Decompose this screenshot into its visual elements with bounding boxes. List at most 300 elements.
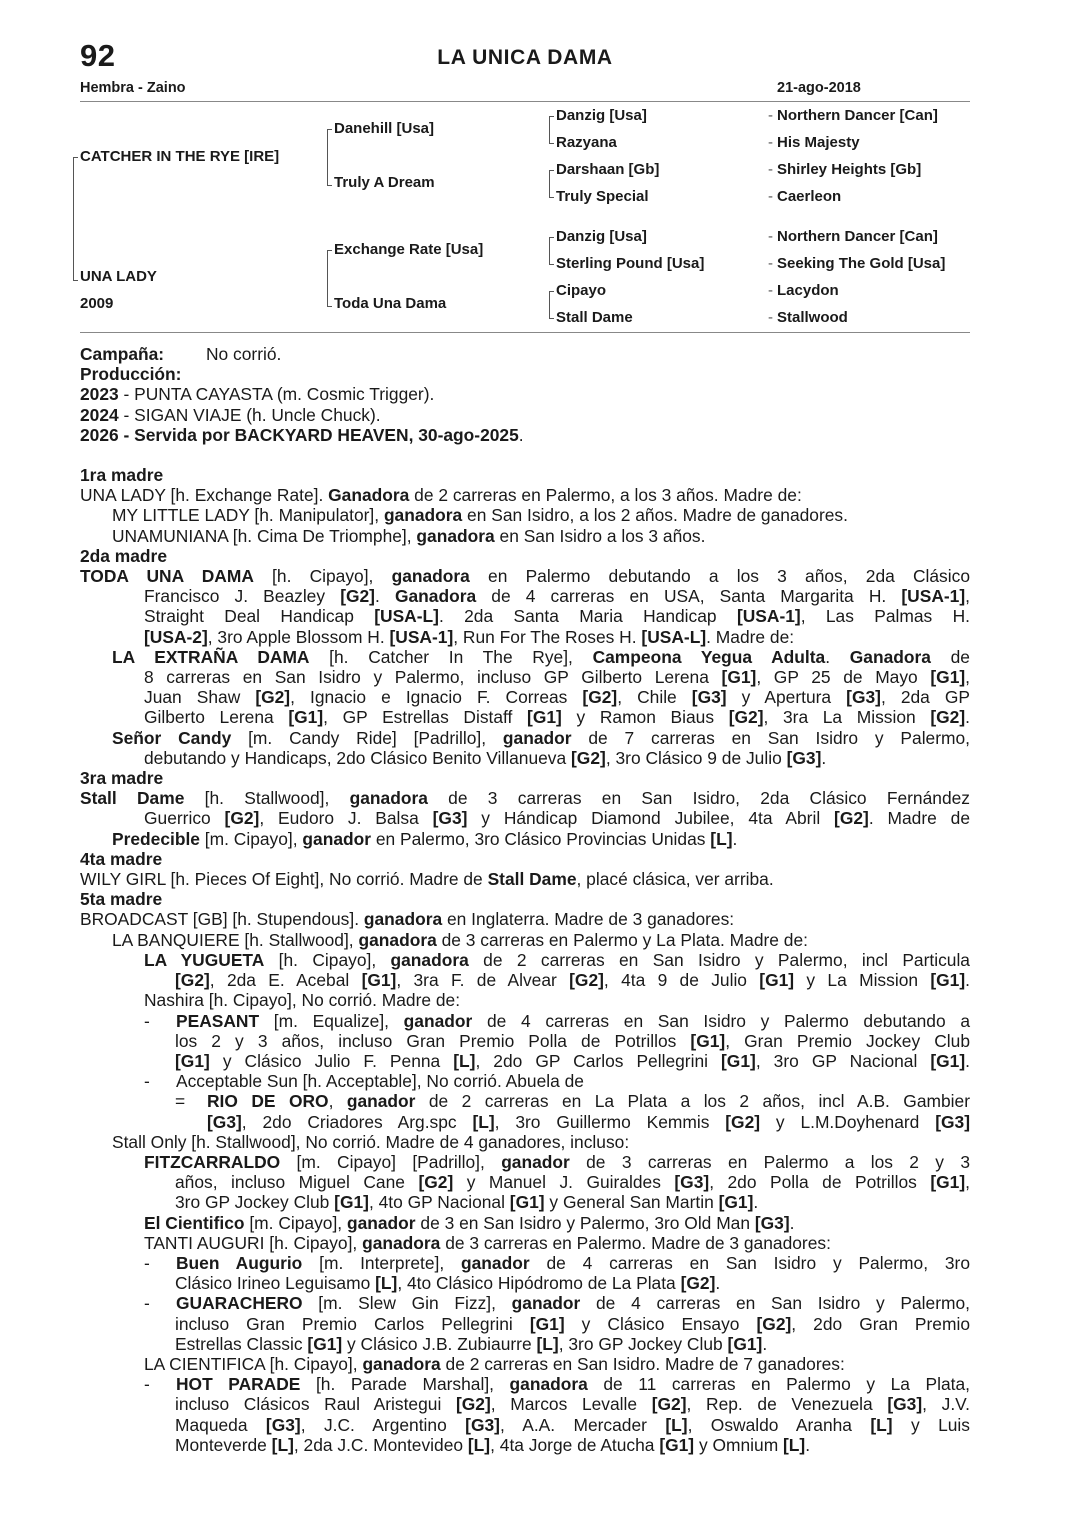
- bold-segment: [L]: [271, 1434, 294, 1455]
- bold-segment: ganadora: [363, 909, 443, 930]
- divider-top: [80, 101, 970, 102]
- bold-segment: ganadora: [362, 1353, 441, 1374]
- production-end: .: [518, 424, 524, 445]
- bracket-line: [549, 237, 554, 238]
- text-segment: Estrellas Classic: [175, 1333, 308, 1354]
- bold-segment: [USA-1]: [901, 586, 966, 607]
- third-dam: [80, 788, 970, 808]
- text-segment: .: [789, 1212, 795, 1233]
- gen4-name: Caerleon: [777, 188, 842, 205]
- dash-mark: -: [768, 255, 773, 272]
- bold-segment: [L]: [783, 1434, 806, 1455]
- bold-segment: [G3]: [846, 687, 881, 708]
- text-segment: , 4to Clásico Hipódromo de La Plata: [397, 1273, 681, 1294]
- sex-color: Hembra - Zaino: [80, 80, 186, 96]
- bracket-line: [73, 157, 78, 158]
- text-segment: de 4 carreras en USA, Santa Margarita H.: [476, 586, 902, 607]
- bold-segment: [USA-L]: [374, 606, 439, 627]
- text-segment: , 3ro Clásico 9 de Julio: [605, 747, 787, 768]
- text-segment: 8 carreras en San Isidro y Palermo, incluso GP Gilberto Lerena: [144, 667, 722, 688]
- dash-mark: -: [144, 1293, 150, 1314]
- bold-segment: [L]: [665, 1414, 688, 1435]
- grand-produce: [80, 1213, 970, 1233]
- production-entry: [80, 425, 970, 445]
- campaign-label: Campaña:: [80, 344, 165, 364]
- bold-segment: Predecible: [112, 828, 200, 849]
- text-segment: . 2da Santa Maria Handicap: [438, 606, 737, 627]
- great-grand-produce-cont: [80, 1314, 970, 1334]
- bracket-line: [549, 291, 554, 292]
- bold-segment: [USA-1]: [389, 626, 454, 647]
- bold-segment: [G1]: [175, 1050, 210, 1071]
- bold-segment: ganadora: [362, 1232, 441, 1253]
- bold-segment: [L]: [375, 1273, 398, 1294]
- gen4-name: Stallwood: [777, 309, 848, 326]
- bold-segment: [L]: [870, 1414, 893, 1435]
- bold-segment: [G1]: [930, 667, 966, 688]
- text-segment: de 3 en San Isidro y Palermo, 3ro Old Man: [415, 1212, 755, 1233]
- second-dam-produce-cont: [80, 707, 970, 727]
- bold-segment: ganador: [461, 1252, 530, 1273]
- gen4-name: Lacydon: [777, 282, 839, 299]
- bold-segment: [G1]: [718, 1192, 754, 1213]
- great-grand-produce: [80, 1293, 970, 1313]
- dash-mark: -: [768, 188, 773, 205]
- production-label: Producción:: [80, 364, 182, 385]
- bold-segment: [G1]: [659, 1434, 695, 1455]
- text-segment: en Palermo, 3ro Clásico Provincias Unidas: [371, 828, 711, 849]
- text-segment: , A.A. Mercader: [499, 1414, 666, 1435]
- bold-segment: [G1]: [721, 667, 757, 688]
- bold-segment: Ganadora: [849, 646, 931, 667]
- first-dam-produce: UNAMUNIANA [h. Cima De Triomphe], ganadora en San Isidro a los 3 años.: [112, 525, 706, 546]
- gen4-3: [768, 161, 921, 178]
- text-segment: , Gran Premio Jockey Club: [725, 1030, 970, 1051]
- text-segment: en Palermo debutando a los 3 años, 2da Clásico: [469, 566, 970, 587]
- bold-segment: [G1]: [930, 970, 966, 991]
- text-segment: , 4ta Jorge de Atucha: [490, 1434, 660, 1455]
- gen4-name: Northern Dancer [Can]: [777, 228, 938, 245]
- second-dam-cont: [80, 627, 970, 647]
- text-segment: , Run For The Roses H.: [453, 626, 642, 647]
- second-dam: [80, 566, 970, 586]
- birth-date: 21-ago-2018: [777, 80, 861, 96]
- text-segment: Maqueda: [175, 1414, 266, 1435]
- equals-mark: =: [175, 1091, 186, 1112]
- great-grand-produce-cont: [80, 1273, 970, 1293]
- text-segment: Straight Deal Handicap: [144, 606, 375, 627]
- gen4-5: [768, 228, 938, 245]
- text-segment: , GP Estrellas Distaff: [323, 707, 528, 728]
- bold-segment: Buen Augurio: [176, 1252, 303, 1273]
- bold-segment: LA EXTRAÑA DAMA: [112, 646, 310, 667]
- gen4-name: Shirley Heights [Gb]: [777, 161, 922, 178]
- bold-segment: LA YUGUETA: [144, 949, 265, 970]
- bold-segment: FITZCARRALDO: [144, 1151, 281, 1172]
- bold-segment: [G1]: [527, 707, 562, 728]
- text-segment: de 11 carreras en Palermo y La Plata,: [587, 1374, 970, 1395]
- gen3-5: Danzig [Usa]: [556, 228, 647, 245]
- campaign-line: [80, 344, 970, 364]
- bold-segment: Ganadora: [394, 586, 477, 607]
- text-segment: 3ro GP Jockey Club: [175, 1192, 335, 1213]
- bold-segment: [G1]: [930, 1050, 966, 1071]
- text-segment: [m. Cipayo] [Padrillo],: [280, 1151, 502, 1172]
- bold-segment: [G1]: [727, 1333, 763, 1354]
- bold-segment: ganador: [511, 1293, 581, 1314]
- production-text: - PUNTA CAYASTA (m. Cosmic Trigger).: [118, 384, 435, 405]
- bold-segment: [G2]: [725, 1111, 761, 1132]
- bold-segment: [G1]: [509, 1192, 545, 1213]
- bold-segment: [G3]: [887, 1394, 923, 1415]
- gen4-6: [768, 255, 945, 272]
- bold-segment: [L]: [453, 1050, 476, 1071]
- bracket-line: [549, 318, 554, 319]
- text-segment: de 7 carreras en San Isidro y Palermo,: [571, 727, 971, 748]
- section-heading-5: 5ta madre: [80, 889, 163, 910]
- bold-segment: [G2]: [455, 1394, 491, 1415]
- text-segment: , 3ra La Mission: [763, 707, 931, 728]
- bold-segment: ganador: [502, 727, 572, 748]
- gen3-3: Darshaan [Gb]: [556, 161, 660, 178]
- bold-segment: [G1]: [361, 970, 397, 991]
- text-segment: , 2do Criadores Arg.spc: [241, 1111, 473, 1132]
- gen4-name: His Majesty: [777, 134, 860, 151]
- fifth-dam: [80, 909, 970, 929]
- text-segment: [m. Equalize],: [259, 1010, 404, 1031]
- text-segment: TANTI AUGURI [h. Cipayo],: [144, 1232, 363, 1253]
- text-segment: . Madre de:: [706, 626, 795, 647]
- bold-segment: Stall Dame: [80, 788, 185, 809]
- fifth-dam-produce: [80, 930, 970, 950]
- gen3-4: Truly Special: [556, 188, 649, 205]
- text-segment: debutando y Handicaps, 2do Clásico Benito Villanueva: [144, 747, 572, 768]
- bold-segment: [USA-2]: [144, 626, 208, 647]
- bold-segment: [G2]: [756, 1313, 792, 1334]
- bold-segment: [G2]: [340, 586, 375, 607]
- text-segment: Clásico Irineo Leguisamo: [175, 1273, 376, 1294]
- bold-segment: [L]: [536, 1333, 559, 1354]
- bracket-line: [549, 143, 554, 144]
- production-text: - SIGAN VIAJE (h. Uncle Chuck).: [118, 404, 381, 425]
- text-segment: de 2 carreras en La Plata a los 2 años, incl A.B. Gambier: [415, 1091, 970, 1112]
- text-segment: .: [374, 586, 395, 607]
- text-segment: ,: [965, 1172, 970, 1193]
- grand-produce-cont: [80, 1192, 970, 1212]
- text-segment: [h. Catcher In The Rye],: [309, 646, 593, 667]
- bracket-line: [327, 185, 332, 186]
- text-segment: incluso Clásicos Raul Aristegui: [175, 1394, 456, 1415]
- text-segment: LA CIENTIFICA [h. Cipayo],: [144, 1353, 363, 1374]
- catalog-body: [80, 344, 970, 1455]
- text-segment: y Hándicap Diamond Jubilee, 4ta Abril: [467, 808, 835, 829]
- text-segment: y Ramon Biaus: [561, 707, 729, 728]
- text-segment: y Luis: [892, 1414, 970, 1435]
- gen3-8: Stall Dame: [556, 309, 633, 326]
- text-segment: de 2 carreras en San Isidro y Palermo, incl Particula: [468, 949, 970, 970]
- bold-segment: [G1]: [529, 1313, 565, 1334]
- bold-segment: [USA-1]: [736, 606, 801, 627]
- bold-segment: GUARACHERO: [176, 1293, 303, 1314]
- bold-segment: [G2]: [571, 747, 606, 768]
- text-segment: [h. Parade Marshal],: [300, 1374, 510, 1395]
- text-segment: , Ignacio e Ignacio F. Correas: [290, 687, 583, 708]
- text-segment: LA BANQUIERE [h. Stallwood],: [112, 929, 359, 950]
- gen4-7: [768, 282, 839, 299]
- text-segment: de 2 carreras en San Isidro. Madre de 7 ganadores:: [440, 1353, 845, 1374]
- great-grand-produce: [80, 1011, 970, 1031]
- second-dam-produce: [80, 728, 970, 748]
- bold-segment: [G2]: [930, 707, 966, 728]
- grand-produce: [80, 1354, 970, 1374]
- text-segment: y Apertura: [726, 687, 847, 708]
- text-segment: .: [965, 707, 970, 728]
- text-segment: , 3ra F. de Alvear: [396, 970, 570, 991]
- text-segment: ,: [328, 1091, 347, 1112]
- horse-name: LA UNICA DAMA: [437, 46, 613, 69]
- dash-mark: -: [144, 1374, 150, 1395]
- bold-segment: [G1]: [307, 1333, 343, 1354]
- bold-segment: [G1]: [288, 707, 324, 728]
- text-segment: y General San Martin: [544, 1192, 719, 1213]
- text-segment: de 4 carreras en San Isidro y Palermo debutando a: [472, 1010, 970, 1031]
- first-dam-produce: MY LITTLE LADY [h. Manipulator], ganadora en San Isidro, a los 2 años. Madre de ganadores.: [112, 505, 848, 526]
- bold-segment: [L]: [472, 1111, 495, 1132]
- text-segment: . Madre de: [868, 808, 970, 829]
- dash-mark: -: [768, 228, 773, 245]
- text-segment: , 2do Polla de Potrillos: [709, 1172, 931, 1193]
- grand-produce: Nashira [h. Cipayo], No corrió. Madre de:: [144, 990, 461, 1011]
- text-segment: , Eudoro J. Balsa: [259, 808, 433, 829]
- bold-segment: ganadora: [358, 929, 437, 950]
- text-segment: y Clásico Ensayo: [564, 1313, 757, 1334]
- second-dam-produce: [80, 647, 970, 667]
- text-segment: de: [930, 646, 970, 667]
- third-dam-produce: [80, 829, 970, 849]
- great-great-grand-produce-cont: [80, 1112, 970, 1132]
- bold-segment: [G2]: [418, 1172, 454, 1193]
- bold-segment: [G2]: [728, 707, 764, 728]
- text-segment: , Rep. de Venezuela: [686, 1394, 888, 1415]
- text-segment: , 3ro GP Nacional: [755, 1050, 931, 1071]
- text-segment: [h. Stallwood],: [184, 788, 350, 809]
- great-grand-produce-cont: [80, 1031, 970, 1051]
- bracket-line: [549, 237, 550, 264]
- great-grand-produce-cont: [80, 1334, 970, 1354]
- bracket-line: [549, 170, 550, 197]
- text-segment: Gilberto Lerena: [144, 707, 289, 728]
- text-segment: , 3ro Guillermo Kemmis: [494, 1111, 726, 1132]
- great-grand-produce-cont: [80, 1051, 970, 1071]
- text-segment: , 4to GP Nacional: [368, 1192, 510, 1213]
- campaign-value: No corrió.: [206, 344, 282, 364]
- text-segment: , 3ro GP Jockey Club: [558, 1333, 728, 1354]
- bracket-line: [549, 291, 550, 318]
- bold-segment: [G3]: [754, 1212, 790, 1233]
- bold-segment: [G2]: [834, 808, 869, 829]
- text-segment: [m. Interprete],: [302, 1252, 462, 1273]
- text-segment: los 2 y 3 años, incluso Gran Premio Polla de Potrillos: [175, 1030, 691, 1051]
- bold-segment: Campeona Yegua Adulta: [592, 646, 826, 667]
- bold-segment: RIO DE ORO: [207, 1091, 329, 1112]
- bold-segment: ganador: [346, 1212, 416, 1233]
- bold-segment: [G1]: [759, 970, 795, 991]
- bold-segment: [G2]: [175, 970, 210, 991]
- text-segment: [m. Cipayo],: [199, 828, 303, 849]
- dam: UNA LADY: [80, 268, 157, 285]
- text-segment: de 4 carreras en San Isidro y Palermo, 3ro: [529, 1252, 970, 1273]
- bracket-line: [549, 116, 554, 117]
- great-great-grand-produce: [80, 1091, 970, 1111]
- bold-segment: ganador: [403, 1010, 473, 1031]
- bold-segment: [G3]: [265, 1414, 301, 1435]
- bold-segment: [L]: [710, 828, 733, 849]
- text-segment: de 4 carreras en San Isidro y Palermo,: [580, 1293, 970, 1314]
- bold-segment: ganadora: [390, 949, 469, 970]
- grand-produce: [80, 950, 970, 970]
- text-segment: BROADCAST [GB] [h. Stupendous].: [80, 909, 364, 930]
- bold-segment: [G3]: [691, 687, 727, 708]
- dam-year: 2009: [80, 295, 114, 312]
- bold-segment: [G3]: [207, 1111, 242, 1132]
- bracket-line: [327, 306, 332, 307]
- text-segment: y Clásico Julio F. Penna: [209, 1050, 454, 1071]
- text-segment: de 3 carreras en Palermo a los 2 y 3: [569, 1151, 971, 1172]
- text-segment: , Chile: [617, 687, 692, 708]
- bold-segment: ganador: [302, 828, 372, 849]
- text-segment: en Inglaterra. Madre de 3 ganadores:: [442, 909, 735, 930]
- text-segment: y Clásico J.B. Zubiaurre: [342, 1333, 537, 1354]
- bracket-line: [327, 129, 332, 130]
- bold-segment: [L]: [467, 1434, 491, 1455]
- bold-segment: HOT PARADE: [176, 1374, 301, 1395]
- dash-mark: -: [144, 1010, 150, 1031]
- text-segment: , GP 25 de Mayo: [756, 667, 931, 688]
- dash-mark: -: [768, 309, 773, 326]
- gen4-name: Northern Dancer [Can]: [777, 107, 938, 124]
- bracket-line: [73, 280, 78, 281]
- bold-segment: [G3]: [432, 808, 468, 829]
- second-dam-produce-cont: [80, 667, 970, 687]
- bold-segment: [G2]: [569, 970, 604, 991]
- text-segment: de 3 carreras en Palermo. Madre de 3 ganadores:: [440, 1232, 831, 1253]
- great-grand-produce: [80, 1374, 970, 1394]
- text-segment: Guerrico: [144, 808, 225, 829]
- bracket-line: [327, 250, 328, 306]
- gen3-6: Sterling Pound [Usa]: [556, 255, 705, 272]
- text-segment: ,: [965, 586, 970, 607]
- bold-segment: Stall Dame: [487, 869, 577, 890]
- bold-segment: PEASANT: [176, 1010, 260, 1031]
- lot-number: 92: [80, 38, 116, 73]
- text-segment: y La Mission: [794, 970, 931, 991]
- bold-segment: [G3]: [786, 747, 822, 768]
- text-segment: [h. Cipayo],: [253, 566, 392, 587]
- text-segment: Monteverde: [175, 1434, 272, 1455]
- text-segment: , J.V.: [922, 1394, 970, 1415]
- bold-segment: ganador: [346, 1091, 416, 1112]
- production-entry: [80, 384, 970, 404]
- sire-dam: Truly A Dream: [334, 174, 435, 191]
- great-grand-produce-cont: [80, 1394, 970, 1414]
- text-segment: , 4ta 9 de Julio: [603, 970, 760, 991]
- text-segment: Francisco J. Beazley: [144, 586, 341, 607]
- bold-segment: [G1]: [334, 1192, 369, 1213]
- text-segment: Juan Shaw: [144, 687, 256, 708]
- text-segment: ,: [965, 667, 971, 688]
- text-segment: , 2da J.C. Montevideo: [293, 1434, 468, 1455]
- bold-segment: [G2]: [651, 1394, 687, 1415]
- text-segment: .: [753, 1192, 759, 1213]
- text-segment: , placé clásica, ver arriba.: [576, 869, 774, 890]
- gen4-name: Seeking The Gold [Usa]: [777, 255, 946, 272]
- dash-mark: -: [768, 282, 773, 299]
- third-dam-cont: [80, 808, 970, 828]
- text-segment: años, incluso Miguel Cane: [175, 1172, 419, 1193]
- production-entry: [80, 405, 970, 425]
- bold-segment: TODA UNA DAMA: [80, 566, 254, 587]
- great-grand-produce-cont: [80, 1435, 970, 1455]
- gen4-1: [768, 107, 938, 124]
- bold-segment: [G1]: [721, 1050, 756, 1071]
- text-segment: [m. Slew Gin Fizz],: [302, 1293, 512, 1314]
- text-segment: , 3ro Apple Blossom H.: [207, 626, 390, 647]
- fifth-dam-produce: Stall Only [h. Stallwood], No corrió. Madre de 4 ganadores, incluso:: [112, 1131, 630, 1152]
- text-segment: , 2do GP Carlos Pellegrini: [475, 1050, 722, 1071]
- text-segment: .: [715, 1273, 721, 1294]
- dash-mark: -: [144, 1252, 150, 1273]
- text-segment: , J.C. Argentino: [300, 1414, 466, 1435]
- section-heading-4: 4ta madre: [80, 848, 163, 869]
- production-year: 2026: [80, 424, 119, 445]
- production-text: - Servida por BACKYARD HEAVEN, 30-ago-2025: [118, 424, 519, 445]
- bracket-line: [73, 157, 74, 280]
- gen4-4: [768, 188, 841, 205]
- grand-produce: [80, 1152, 970, 1172]
- text-segment: .: [762, 1333, 768, 1354]
- text-segment: [m. Cipayo],: [244, 1212, 347, 1233]
- text-segment: .: [821, 747, 827, 768]
- bold-segment: ganadora: [509, 1374, 588, 1395]
- text-segment: , Oswaldo Aranha: [687, 1414, 871, 1435]
- gen3-7: Cipayo: [556, 282, 607, 299]
- bold-segment: [G2]: [582, 687, 618, 708]
- great-grand-produce: - Acceptable Sun [h. Acceptable], No corrió. Abuela de: [144, 1071, 584, 1092]
- text-segment: .: [805, 1434, 811, 1455]
- bold-segment: [G3]: [674, 1172, 710, 1193]
- bracket-line: [327, 250, 332, 251]
- text-segment: y L.M.Doyhenard: [760, 1111, 936, 1132]
- bold-segment: [G1]: [690, 1030, 726, 1051]
- bold-segment: [G3]: [935, 1111, 970, 1132]
- section-heading-1: 1ra madre: [80, 465, 164, 486]
- second-dam-produce-cont: [80, 687, 970, 707]
- fourth-dam: [80, 869, 970, 889]
- dash-mark: -: [768, 107, 773, 124]
- bold-segment: [G3]: [465, 1414, 500, 1435]
- second-dam-cont: [80, 606, 970, 626]
- bold-segment: [G2]: [224, 808, 260, 829]
- grand-produce-cont: [80, 970, 970, 990]
- text-segment: , 2da GP: [880, 687, 971, 708]
- bold-segment: [G1]: [930, 1172, 966, 1193]
- sire-sire: Danehill [Usa]: [334, 120, 435, 137]
- great-grand-produce-cont: [80, 1415, 970, 1435]
- first-dam: UNA LADY [h. Exchange Rate]. Ganadora de 2 carreras en Palermo, a los 3 años. Madre de:: [80, 485, 802, 506]
- text-segment: de 3 carreras en Palermo y La Plata. Madre de:: [436, 929, 808, 950]
- gen4-8: [768, 309, 848, 326]
- bracket-line: [327, 129, 328, 185]
